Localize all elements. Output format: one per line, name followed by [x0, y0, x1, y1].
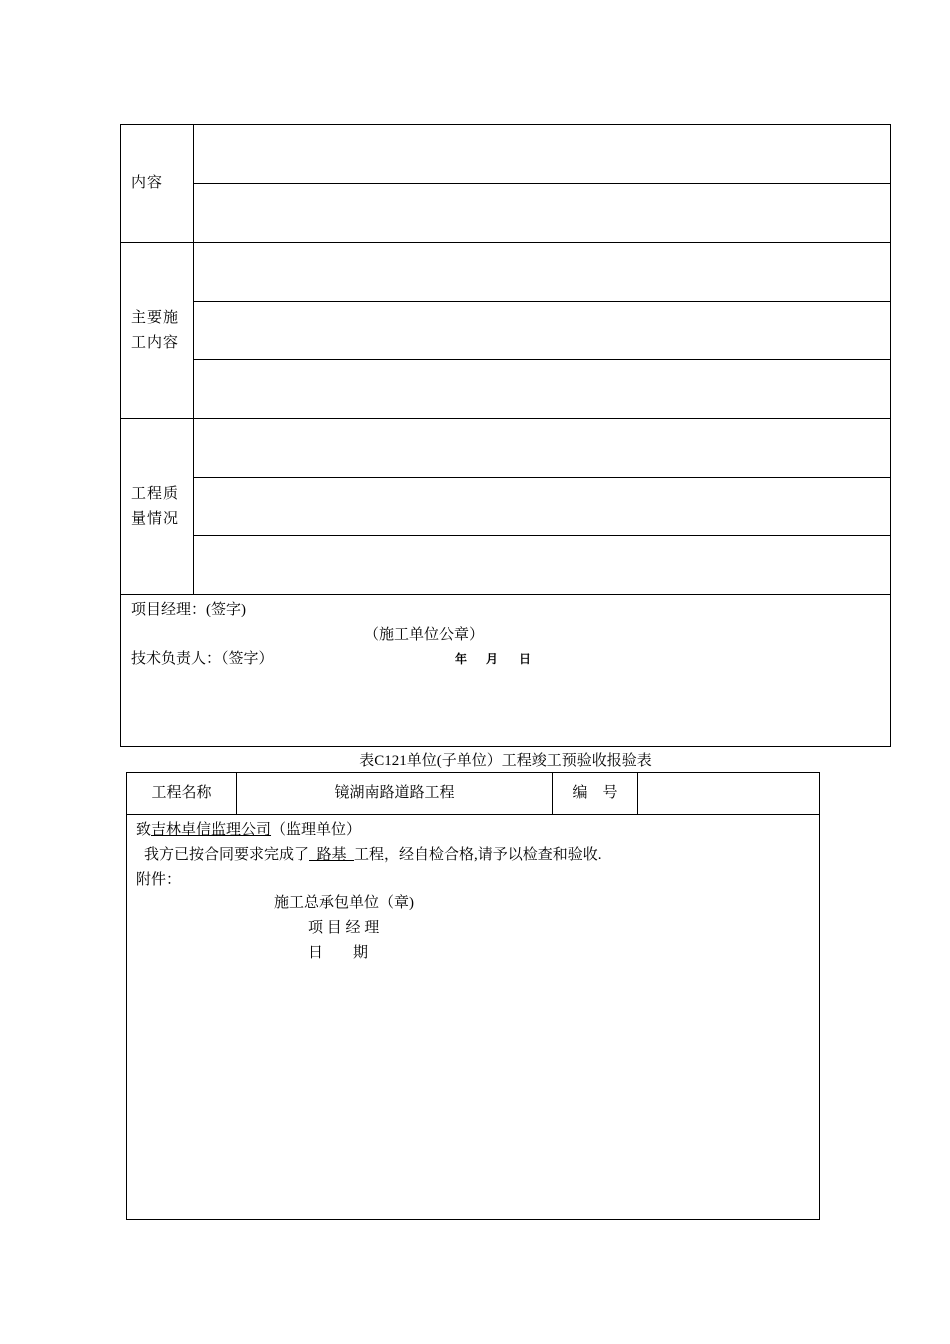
supervisor-company: 吉林卓信监理公司 [151, 822, 272, 838]
tech-lead-signature-label: 技术负责人：（签字） [131, 651, 274, 667]
supervisor-suffix: （监理单位） [271, 822, 362, 838]
form-title: 表C121单位(子单位）工程竣工预验收报验表 [359, 753, 652, 769]
acceptance-report-table [126, 772, 820, 1220]
day-label: 日 [519, 652, 532, 666]
main-work-row-1[interactable] [194, 243, 890, 301]
quality-row-2[interactable] [194, 478, 890, 535]
main-work-label: 主要施工内容 [131, 310, 180, 351]
content-row-2[interactable] [194, 184, 890, 242]
statement-prefix: 我方已按合同要求完成了 [144, 847, 310, 863]
pm-signature-label: 项目经理：(签字) [131, 602, 246, 618]
section-line [121, 594, 890, 595]
quality-label: 工程质量情况 [131, 486, 180, 527]
quality-row-3[interactable] [194, 536, 890, 594]
contractor-label: 施工总承包单位（章) [274, 895, 414, 911]
main-work-row-3[interactable] [194, 360, 890, 418]
year-label: 年 [455, 652, 468, 666]
statement-line [144, 843, 602, 864]
header-row-line [127, 814, 819, 815]
work-item: 路基 [309, 847, 355, 863]
number-label: 编 号 [572, 785, 618, 801]
statement-suffix: 工程，经自检合格,请予以检查和验收. [354, 847, 602, 863]
main-work-row-2[interactable] [194, 302, 890, 359]
date-label: 日 期 [308, 945, 369, 961]
content-label: 内容 [131, 175, 164, 191]
attachment-label: 附件： [136, 872, 182, 888]
project-name-value[interactable]: 镜湖南路道路工程 [334, 785, 455, 801]
number-value[interactable] [638, 773, 819, 814]
to-prefix: 致 [136, 822, 152, 838]
content-row-1[interactable] [194, 125, 890, 183]
project-name-label: 工程名称 [151, 785, 212, 801]
month-label: 月 [486, 652, 499, 666]
construction-summary-table [120, 124, 891, 747]
company-seal-label: （施工单位公章） [364, 627, 485, 643]
project-manager-label: 项 目 经 理 [308, 920, 380, 936]
recipient-line [136, 818, 361, 839]
quality-row-1[interactable] [194, 419, 890, 477]
